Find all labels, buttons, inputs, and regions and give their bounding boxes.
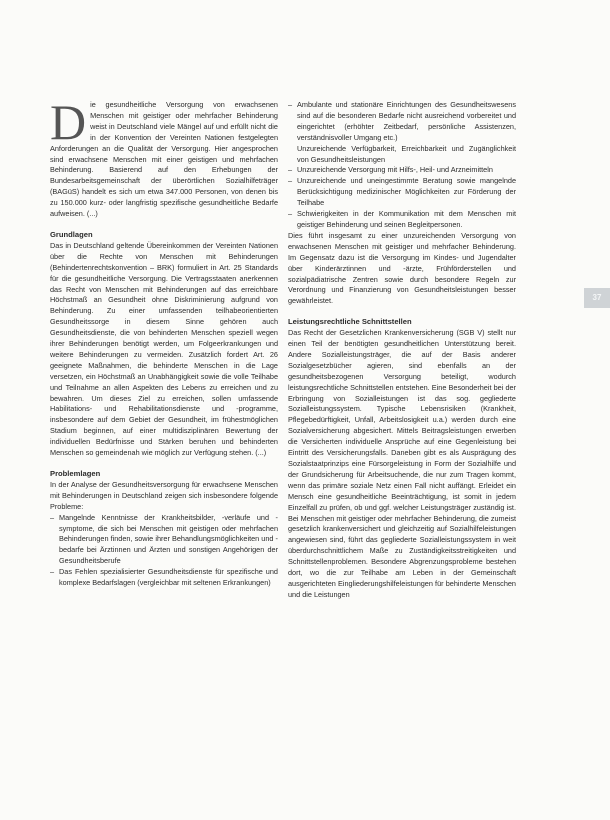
list-item: – Ambulante und stationäre Einrichtungen des Gesundheitswesens sind auf die besonderen Bedarfe nicht ausreichend vorbereitet und eingerichtet (erhöhter Zeitbedarf, persönliche Assistenzen, verständnisvoller Umgang etc.) <box>288 100 516 144</box>
intro-paragraph <box>50 94 278 220</box>
intro-text: ie gesundheitliche Versorgung von erwachsenen Menschen mit geistiger oder mehrfacher Behinderung weist in Deutschland viele Mängel auf und erfüllt nicht die in der Konvention der Vereinten Nationen festgelegten Anforderungen an die Qualität der Versorgung. Hier angesprochen sind erwachsene Menschen mit einer geistigen und mehrfachen Behinderung. Basierend auf den Erhebungen der Bundesarbeitsgemeinschaft der überörtlichen Sozialhilfeträger (BAGüS) handelt es sich um etwa 347.000 Personen, von denen bis zu 150.000 kurz- oder langfristig spezifische gesundheitliche Bedarfe aufweisen. (...) <box>50 100 278 219</box>
list-item: – Mangelnde Kenntnisse der Krankheitsbilder, -verläufe und -symptome, die sich bei Menschen mit geistigen oder mehrfachen Behinderungen finden, sowie ihrer Behandlungsmöglichkeiten und -bedarfe bei Ärztinnen und Ärzten und sonstigen Angehörigen der Gesundheitsberufe <box>50 513 278 568</box>
problem-list <box>50 513 278 589</box>
right-column <box>288 100 516 601</box>
page-number-tab: 37 <box>584 288 610 308</box>
section-heading-problemlagen: Problemlagen <box>50 469 101 478</box>
list-item: – Schwierigkeiten in der Kommunikation mit dem Menschen mit geistiger Behinderung und seinen Begleitpersonen. <box>288 209 516 231</box>
section-heading-grundlagen: Grundlagen <box>50 229 93 239</box>
problem-list-continued-2 <box>288 165 516 230</box>
sub-paragraph: Unzureichende Verfügbarkeit, Erreichbarkeit und Zugänglichkeit von Gesundheitsleistungen <box>297 143 516 164</box>
section-text-grundlagen: Das in Deutschland geltende Übereinkommen der Vereinten Nationen über die Rechte von Menschen mit Behinderungen (Behindertenrechtskonvention – BRK) formuliert in Art. 25 Standards für die gesundheitliche Versorgung. Die Vertragsstaaten anerkennen das Recht von Menschen mit Behinderungen auf das erreichbare Höchstmaß an Gesundheit ohne Diskriminierung aufgrund von Behinderung. Zu einer umfassenden teilhabeorientierten Gesundheitssorge in diesem Sinne gehören auch Gesundheitsdienste, die von behinderten Menschen speziell wegen ihrer Behinderungen benötigt werden, um Folgeerkrankungen und weitere Behinderungen zu vermeiden. Zusätzlich fordert Art. 26 geeignete Maßnahmen, die behinderte Menschen in die Lage versetzen, ein Höchstmaß an Unabhängigkeit sowie die volle Teilhabe und Teilnahme an allen Aspekten des Lebens zu erreichen und zu bewahren. Um dieses Ziel zu erreichen, sollen umfassende Habilitations- und Rehabilitationsdienste und -programme, insbesondere auf dem Gebiet der Gesundheit, im frühestmöglichen Stadium beginnen, auf einer multidisziplinären Bewertung der individuellen Bedürfnisse und Stärken beruhen und behinderten Menschen so gemeindenah wie möglich zur Verfügung stehen. (...) <box>50 240 278 458</box>
section-text-problemlagen: In der Analyse der Gesundheitsversorgung für erwachsene Menschen mit Behinderungen in Deutschland zeigen sich insbesondere folgende Probleme: <box>50 479 278 511</box>
list-item: – Das Fehlen spezialisierter Gesundheitsdienste für spezifische und komplexe Bedarfslagen (vergleichbar mit seltenen Erkrankungen) <box>50 567 278 589</box>
problem-list-continued <box>288 100 516 144</box>
list-item: – Unzureichende und uneingestimmte Beratung sowie mangelnde Berücksichtigung medizinischer Möglichkeiten zur Förderung der Teilhabe <box>288 176 516 209</box>
closing-paragraph: Dies führt insgesamt zu einer unzureichenden Versorgung von erwachsenen Menschen mit geistiger und mehrfacher Behinderung. Im Gegensatz dazu ist die Versorgung im Kindes- und Jugendalter über Kinderärztinnen und -ärzte, Frühförderstellen und sozialpädiatrische Zentren sowie durch besondere Regeln zur Verordnung und Finanzierung von Gesundheitsleistungen besser gewährleistet. <box>288 230 516 306</box>
drop-cap: D <box>50 94 87 150</box>
section-heading-schnittstellen: Leistungsrechtliche Schnittstellen <box>288 317 412 327</box>
section-text-schnittstellen: Das Recht der Gesetzlichen Krankenversicherung (SGB V) stellt nur einen Teil der benötigten gesundheitlichen Unterstützung bereit. Andere Sozialleistungsträger, die auf der Basis anderer Sozialgesetzbücher agieren, sind ebenfalls an der gesundheitsbezogenen Versorgung beteiligt, wodurch leistungsrechtliche Schnittstellen entstehen. Eine Besonderheit bei der Erbringung von Sozialleistungen ist das sog. gegliederte Sozialleistungssystem. Typische Lebensrisiken (Krankheit, Pflegebedürftigkeit, Unfall, Arbeitslosigkeit u.a.) werden durch eine Sozialversicherung abgesichert. Mittels Beitragsleistungen erwerben die Versicherten individuelle Ansprüche auf eine Gegenleistung bei Eintritt des Versicherungsfalls. Daneben gibt es als Ausprägung des Sozialstaatprinzips eine Fürsorgeleistung in Form der Sozialhilfe und der Grundsicherung für Arbeitsuchende, die nur zum Tragen kommt, wenn das primäre soziale Netz einen Fall nicht auffängt. Erleidet ein Mensch eine gesundheitliche Beeinträchtigung, ist somit in jedem Einzelfall zu prüfen, ob und ggf. welcher Leistungsträger zuständig ist. Bei Menschen mit geistiger oder mehrfacher Behinderung, die zumeist gesetzlich krankenversichert und gleichzeitig auf Sozialhilfeleistungen angewiesen sind, führt das gegliederte Sozialleistungssystem in weit überdurchschnittlichem Maße zu Zuständigkeitsstreitigkeiten und Schnittstellenproblemen. Besondere Abgrenzungsprobleme bestehen dort, wo die zur Teilhabe am Leben in der Gemeinschaft ausgerichteten Eingliederungshilfeleistungen für behinderte Menschen und die Leistungen <box>288 328 516 599</box>
left-column <box>50 94 278 589</box>
list-item: – Unzureichende Versorgung mit Hilfs-, Heil- und Arzneimitteln <box>288 165 516 176</box>
